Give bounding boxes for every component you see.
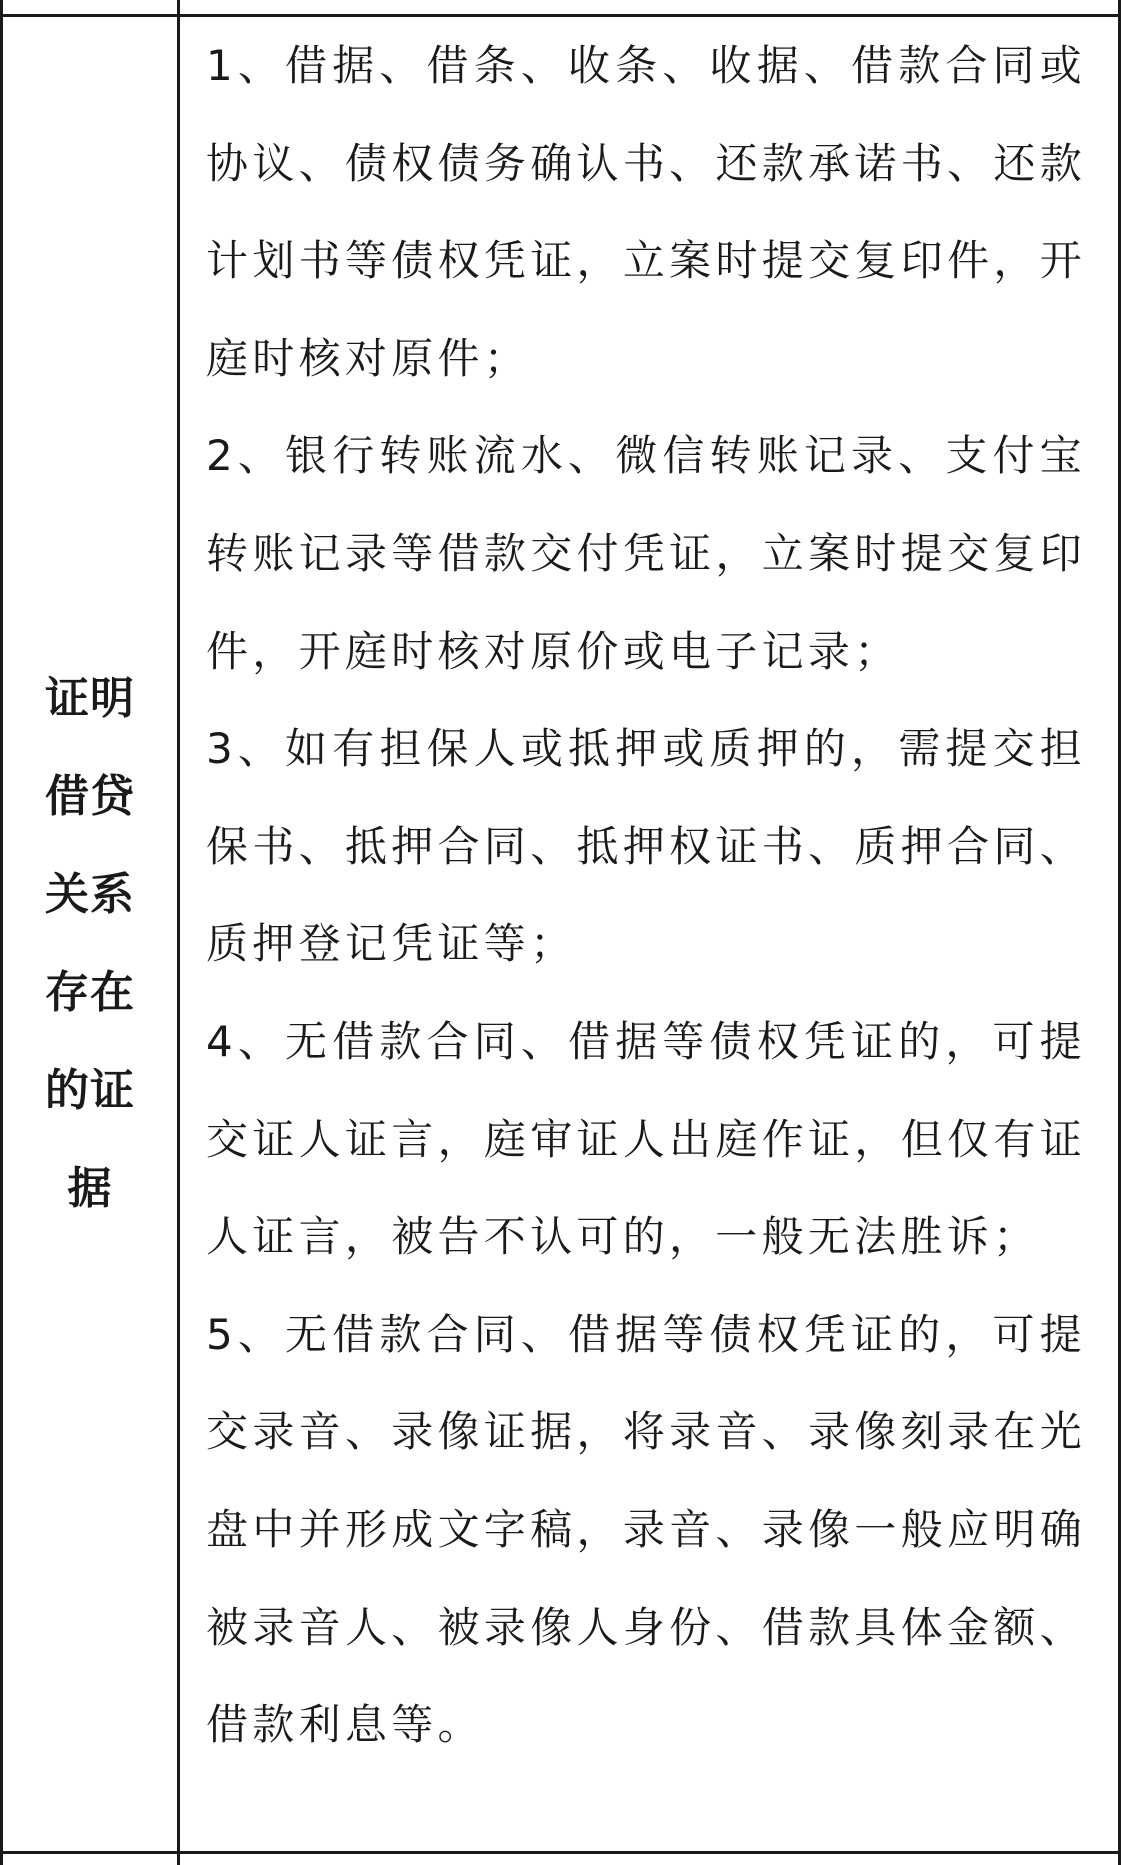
evidence-item-2: 2、银行转账流水、微信转账记录、支付宝转账记录等借款交付凭证，立案时提交复印件，开庭时核对原价或电子记录； — [206, 431, 1086, 676]
table-bottom-border — [0, 1851, 1121, 1854]
evidence-item-3: 3、如有担保人或抵押或质押的，需提交担保书、抵押合同、抵押权证书、质押合同、质押登记凭证等； — [206, 724, 1086, 969]
evidence-item-1: 1、借据、借条、收条、收据、借款合同或协议、债权债务确认书、还款承诺书、还款计划书等债权凭证，立案时提交复印件，开庭时核对原件； — [206, 41, 1086, 383]
row-label: 证明借贷关系存在的证据 — [45, 673, 135, 1214]
evidence-item-5: 5、无借款合同、借据等债权凭证的，可提交录音、录像证据，将录音、录像刻录在光盘中并形成文字稿，录音、录像一般应明确被录音人、被录像人身份、借款具体金额、借款利息等。 — [206, 1309, 1086, 1750]
evidence-item-4: 4、无借款合同、借据等债权凭证的，可提交证人证言，庭审证人出庭作证，但仅有证人证言，被告不认可的，一般无法胜诉； — [206, 1016, 1086, 1262]
table-column-divider — [177, 0, 180, 1865]
row-label-cell — [3, 17, 177, 1851]
row-content-cell — [206, 17, 1086, 1774]
